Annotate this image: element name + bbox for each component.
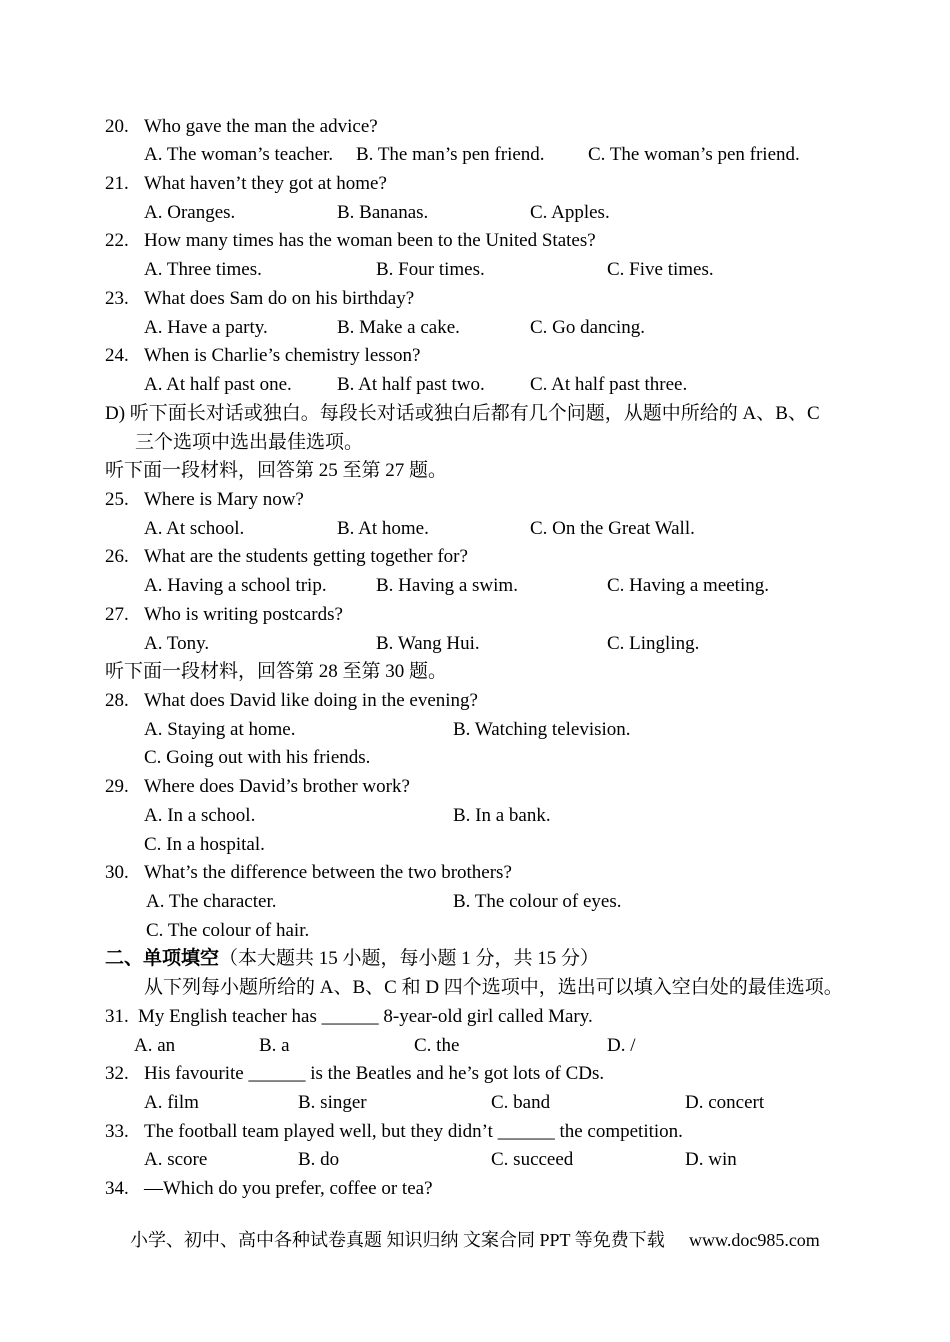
option-a: A. score (144, 1149, 208, 1171)
option-c: C. At half past three. (530, 374, 688, 396)
section-d-instruction-line2: 三个选项中选出最佳选项。 (135, 431, 364, 453)
section-2-subtitle: （本大题共 15 小题，每小题 1 分，共 15 分） (219, 948, 600, 970)
section-2-instruction-line (0, 974, 950, 1003)
section-2-title: 二、单项填空 (105, 948, 220, 970)
option-c: C. On the Great Wall. (530, 517, 695, 539)
question-29 (0, 773, 950, 802)
question-text: How many times has the woman been to the United States? (144, 230, 596, 252)
question-20 (0, 113, 950, 142)
question-33-options (0, 1146, 950, 1175)
question-number: 20. (105, 115, 129, 137)
question-number: 21. (105, 173, 129, 195)
question-number: 28. (105, 689, 129, 711)
question-number: 24. (105, 345, 129, 367)
option-c: C. In a hospital. (144, 833, 265, 855)
question-number: 29. (105, 776, 129, 798)
material-note-1 (0, 457, 950, 486)
question-20-options (0, 141, 950, 170)
question-25-options (0, 515, 950, 544)
question-number: 22. (105, 230, 129, 252)
section-2-instruction: 从下列每小题所给的 A、B、C 和 D 四个选项中，选出可以填入空白处的最佳选项。 (144, 977, 843, 999)
option-b: B. Make a cake. (337, 316, 460, 338)
option-b: B. do (298, 1149, 340, 1171)
question-number: 33. (105, 1120, 129, 1142)
question-text: When is Charlie’s chemistry lesson? (144, 345, 421, 367)
question-23 (0, 285, 950, 314)
option-b: B. Wang Hui. (376, 632, 480, 654)
footer-url: www.doc985.com (689, 1230, 820, 1250)
question-27 (0, 601, 950, 630)
question-text: What haven’t they got at home? (144, 173, 387, 195)
material-note-2 (0, 658, 950, 687)
question-text: What’s the difference between the two brothers? (144, 862, 512, 884)
question-34 (0, 1175, 950, 1204)
question-number: 31. (105, 1005, 129, 1027)
option-c: C. Having a meeting. (607, 575, 769, 597)
question-text: His favourite ______ is the Beatles and he’s got lots of CDs. (144, 1063, 605, 1085)
question-23-options (0, 314, 950, 343)
question-text: Where does David’s brother work? (144, 776, 410, 798)
question-21 (0, 170, 950, 199)
option-a: A. At school. (144, 517, 245, 539)
option-c: C. Lingling. (607, 632, 700, 654)
section-d-instruction-line1: D) 听下面长对话或独白。每段长对话或独白后都有几个问题，从题中所给的 A、B、C (105, 402, 820, 424)
option-a: A. Three times. (144, 259, 262, 281)
option-a: A. an (134, 1034, 176, 1056)
option-a: A. Having a school trip. (144, 575, 327, 597)
section-d-instruction (0, 400, 950, 429)
footer-text: 小学、初中、高中各种试卷真题 知识归纳 文案合同 PPT 等免费下载 (130, 1230, 665, 1250)
option-b: B. In a bank. (453, 804, 551, 826)
question-31 (0, 1003, 950, 1032)
option-c: C. Going out with his friends. (144, 747, 371, 769)
question-number: 27. (105, 603, 129, 625)
question-number: 26. (105, 546, 129, 568)
question-24 (0, 342, 950, 371)
option-b: B. At home. (337, 517, 429, 539)
question-28-options-cont (0, 744, 950, 773)
option-d: D. / (607, 1034, 636, 1056)
option-c: C. band (491, 1092, 551, 1114)
section-2-header (0, 945, 950, 974)
question-text: My English teacher has ______ 8-year-old girl called Mary. (138, 1005, 593, 1027)
question-30 (0, 859, 950, 888)
question-text: —Which do you prefer, coffee or tea? (144, 1178, 433, 1200)
exam-content (0, 113, 950, 1204)
page-footer (0, 1226, 950, 1254)
question-text: Where is Mary now? (144, 488, 304, 510)
question-29-options (0, 802, 950, 831)
option-a: A. The woman’s teacher. (144, 144, 334, 166)
question-text: Who is writing postcards? (144, 603, 343, 625)
question-22-options (0, 256, 950, 285)
option-c: C. The woman’s pen friend. (588, 144, 800, 166)
option-b: B. Four times. (376, 259, 485, 281)
option-b: B. Having a swim. (376, 575, 518, 597)
section-2-heading (105, 945, 599, 974)
question-27-options (0, 630, 950, 659)
question-32-options (0, 1089, 950, 1118)
question-text: What are the students getting together for? (144, 546, 468, 568)
question-number: 30. (105, 862, 129, 884)
option-c: C. Five times. (607, 259, 714, 281)
option-b: B. The man’s pen friend. (356, 144, 545, 166)
question-30-options (0, 888, 950, 917)
question-32 (0, 1060, 950, 1089)
question-text: The football team played well, but they didn’t ______ the competition. (144, 1120, 683, 1142)
option-d: D. win (685, 1149, 737, 1171)
option-a: A. At half past one. (144, 374, 292, 396)
question-30-options-cont (0, 917, 950, 946)
option-c: C. Go dancing. (530, 316, 646, 338)
question-number: 32. (105, 1063, 129, 1085)
question-33 (0, 1118, 950, 1147)
question-28 (0, 687, 950, 716)
option-b: B. The colour of eyes. (453, 891, 622, 912)
question-number: 34. (105, 1178, 129, 1200)
question-31-options (0, 1032, 950, 1061)
material-note: 听下面一段材料，回答第 28 至第 30 题。 (105, 661, 448, 683)
question-29-options-cont (0, 831, 950, 860)
question-21-options (0, 199, 950, 228)
option-b: B. singer (298, 1092, 367, 1114)
question-28-options (0, 716, 950, 745)
material-note: 听下面一段材料，回答第 25 至第 27 题。 (105, 460, 448, 482)
option-b: B. a (259, 1034, 290, 1056)
option-c: C. Apples. (530, 201, 610, 223)
option-d: D. concert (685, 1092, 765, 1114)
question-26 (0, 543, 950, 572)
option-a: A. In a school. (144, 804, 256, 826)
option-a: A. The character. (146, 891, 277, 912)
question-22 (0, 227, 950, 256)
option-a: A. film (144, 1092, 199, 1114)
question-text: What does Sam do on his birthday? (144, 287, 415, 309)
option-c: C. the (414, 1034, 460, 1056)
option-c: C. The colour of hair. (146, 919, 310, 941)
question-24-options (0, 371, 950, 400)
option-a: A. Oranges. (144, 201, 236, 223)
question-25 (0, 486, 950, 515)
question-number: 25. (105, 488, 129, 510)
option-b: B. Bananas. (337, 201, 429, 223)
question-number: 23. (105, 287, 129, 309)
option-a: A. Staying at home. (144, 718, 296, 740)
section-d-instruction-cont (0, 429, 950, 458)
question-text: What does David like doing in the evening? (144, 689, 478, 711)
question-26-options (0, 572, 950, 601)
option-b: B. At half past two. (337, 374, 485, 396)
option-a: A. Tony. (144, 632, 210, 654)
option-c: C. succeed (491, 1149, 574, 1171)
question-text: Who gave the man the advice? (144, 115, 378, 137)
option-a: A. Have a party. (144, 316, 268, 338)
option-b: B. Watching television. (453, 718, 631, 740)
